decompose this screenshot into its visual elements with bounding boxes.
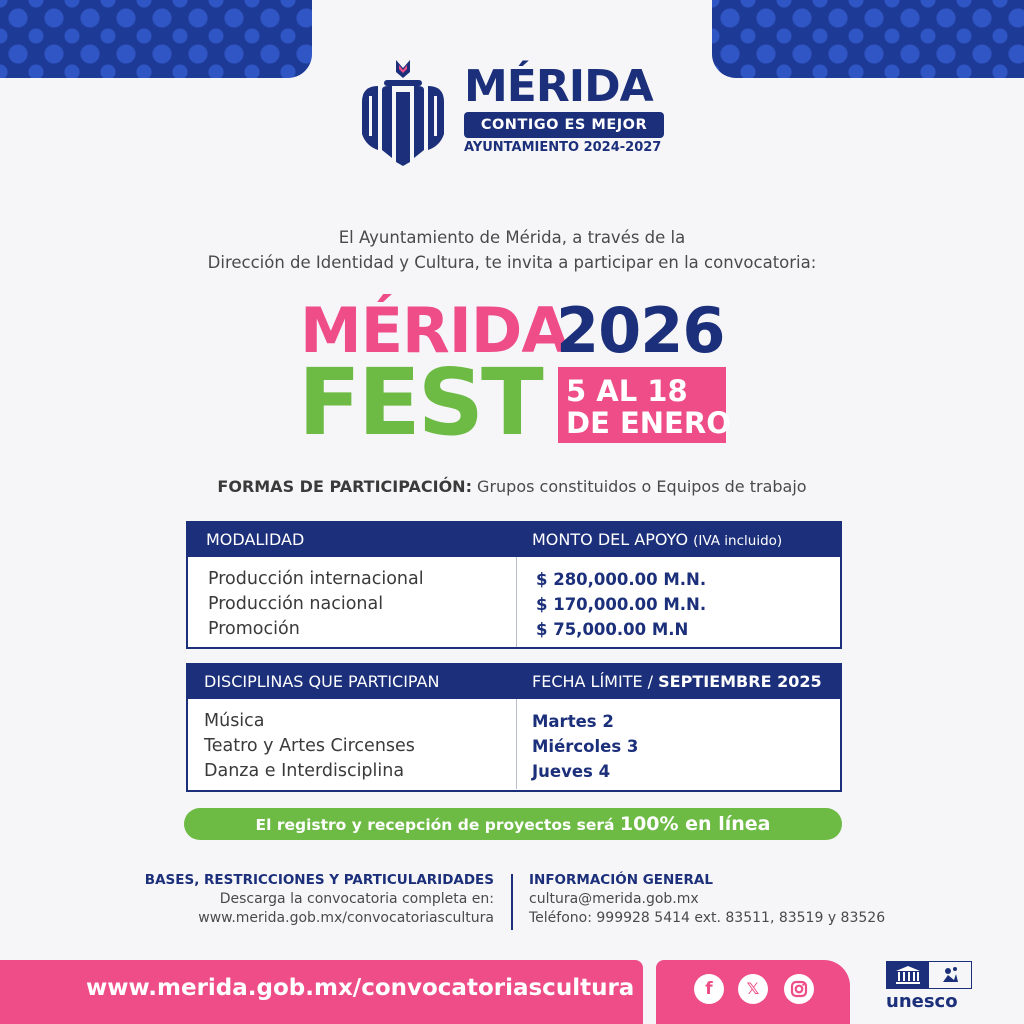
table-row-amount: $ 280,000.00 M.N. — [536, 570, 707, 589]
fest-dates-line-2: DE ENERO — [566, 406, 731, 440]
fecha-limite-label: FECHA LÍMITE — [532, 672, 643, 691]
table-row-amount: $ 170,000.00 M.N. — [536, 595, 707, 614]
intro-text — [112, 225, 912, 275]
logo-slogan: CONTIGO ES MEJOR — [464, 112, 664, 138]
disciplinas-table-header — [188, 665, 840, 699]
unesco-temple-icon — [887, 962, 929, 988]
x-twitter-icon[interactable]: 𝕏 — [738, 974, 768, 1004]
bases-line-1: Descarga la convocatoria completa en: — [219, 891, 494, 907]
formas-value: Grupos constituidos o Equipos de trabajo — [471, 477, 807, 496]
decorative-pattern-left — [0, 0, 312, 78]
monto-header — [532, 523, 782, 558]
modalidad-table-header — [188, 523, 840, 557]
logo-ayuntamiento — [464, 140, 674, 156]
logo-title: MÉRIDA — [464, 61, 653, 112]
modalidad-table-body — [188, 557, 840, 647]
disciplinas-list — [204, 709, 415, 784]
unesco-logo — [886, 961, 976, 1017]
table-row-label: Promoción — [208, 619, 300, 639]
social-bar — [656, 960, 850, 1024]
info-email-link[interactable]: cultura@merida.gob.mx — [529, 891, 699, 907]
intro-line-1: El Ayuntamiento de Mérida, a través de la — [338, 228, 686, 247]
fecha-limite-month: SEPTIEMBRE 2025 — [658, 672, 822, 691]
disciplinas-table-body — [188, 699, 840, 789]
fecha-limite-sep: / — [642, 672, 659, 691]
bases-section — [100, 871, 494, 928]
unesco-wordmark: unesco — [886, 991, 958, 1012]
table-row-date: Miércoles 3 — [532, 737, 639, 756]
formas-participacion — [112, 477, 912, 496]
footer-url-link[interactable]: www.merida.gob.mx/convocatoriascultura — [0, 960, 643, 1024]
fest-dates-line-1: 5 AL 18 — [566, 374, 688, 408]
column-divider — [516, 557, 517, 647]
modalidad-header: MODALIDAD — [206, 530, 305, 549]
table-row-label: Producción nacional — [208, 594, 384, 614]
fecha-limite-header — [532, 665, 822, 699]
monto-header-note: (IVA incluido) — [693, 533, 783, 549]
online-strong: 100% en línea — [619, 813, 771, 835]
bases-heading: BASES, RESTRICCIONES Y PARTICULARIDADES — [144, 872, 494, 888]
online-text: El registro y recepción de proyectos será — [255, 816, 620, 834]
monto-list — [536, 567, 706, 642]
facebook-icon[interactable]: f — [694, 974, 724, 1004]
table-row-date: Jueves 4 — [532, 762, 611, 781]
table-row-label: Danza e Interdisciplina — [204, 761, 405, 781]
logo-ayuntamiento-label: AYUNTAMIENTO — [464, 140, 580, 155]
unesco-emblem — [886, 961, 972, 989]
disciplinas-table — [186, 663, 842, 792]
fest-dates-badge — [558, 367, 731, 443]
bases-url-link[interactable]: www.merida.gob.mx/convocatoriascultura — [198, 910, 494, 926]
formas-label: FORMAS DE PARTICIPACIÓN: — [217, 477, 472, 496]
table-row-amount: $ 75,000.00 M.N — [536, 620, 689, 639]
merida-emblem-icon — [358, 58, 448, 168]
modalidad-list — [208, 567, 424, 642]
table-row-label: Teatro y Artes Circenses — [204, 736, 415, 756]
info-phone: Teléfono: 999928 5414 ext. 83511, 83519 y 83526 — [529, 910, 886, 926]
online-registration-banner — [184, 808, 842, 840]
modalidad-table — [186, 521, 842, 649]
fest-title-merida: MÉRIDA — [300, 294, 569, 367]
merida-logo — [358, 58, 668, 168]
info-divider — [511, 874, 513, 930]
fecha-list — [532, 709, 638, 784]
fest-title-fest: FEST — [298, 349, 541, 456]
column-divider — [516, 699, 517, 789]
info-heading: INFORMACIÓN GENERAL — [529, 872, 713, 888]
table-row-date: Martes 2 — [532, 712, 614, 731]
table-row-label: Música — [204, 711, 265, 731]
monto-header-label: MONTO DEL APOYO — [532, 530, 689, 549]
table-row-label: Producción internacional — [208, 569, 424, 589]
decorative-pattern-right — [712, 0, 1024, 78]
unesco-creative-city-icon — [929, 962, 971, 988]
intro-line-2: Dirección de Identidad y Cultura, te invita a participar en la convocatoria: — [207, 253, 817, 272]
instagram-icon[interactable] — [784, 974, 814, 1004]
logo-years: 2024-2027 — [583, 140, 662, 155]
info-section — [529, 871, 929, 928]
disciplinas-header: DISCIPLINAS QUE PARTICIPAN — [204, 672, 440, 691]
fest-title-year: 2026 — [556, 294, 725, 367]
